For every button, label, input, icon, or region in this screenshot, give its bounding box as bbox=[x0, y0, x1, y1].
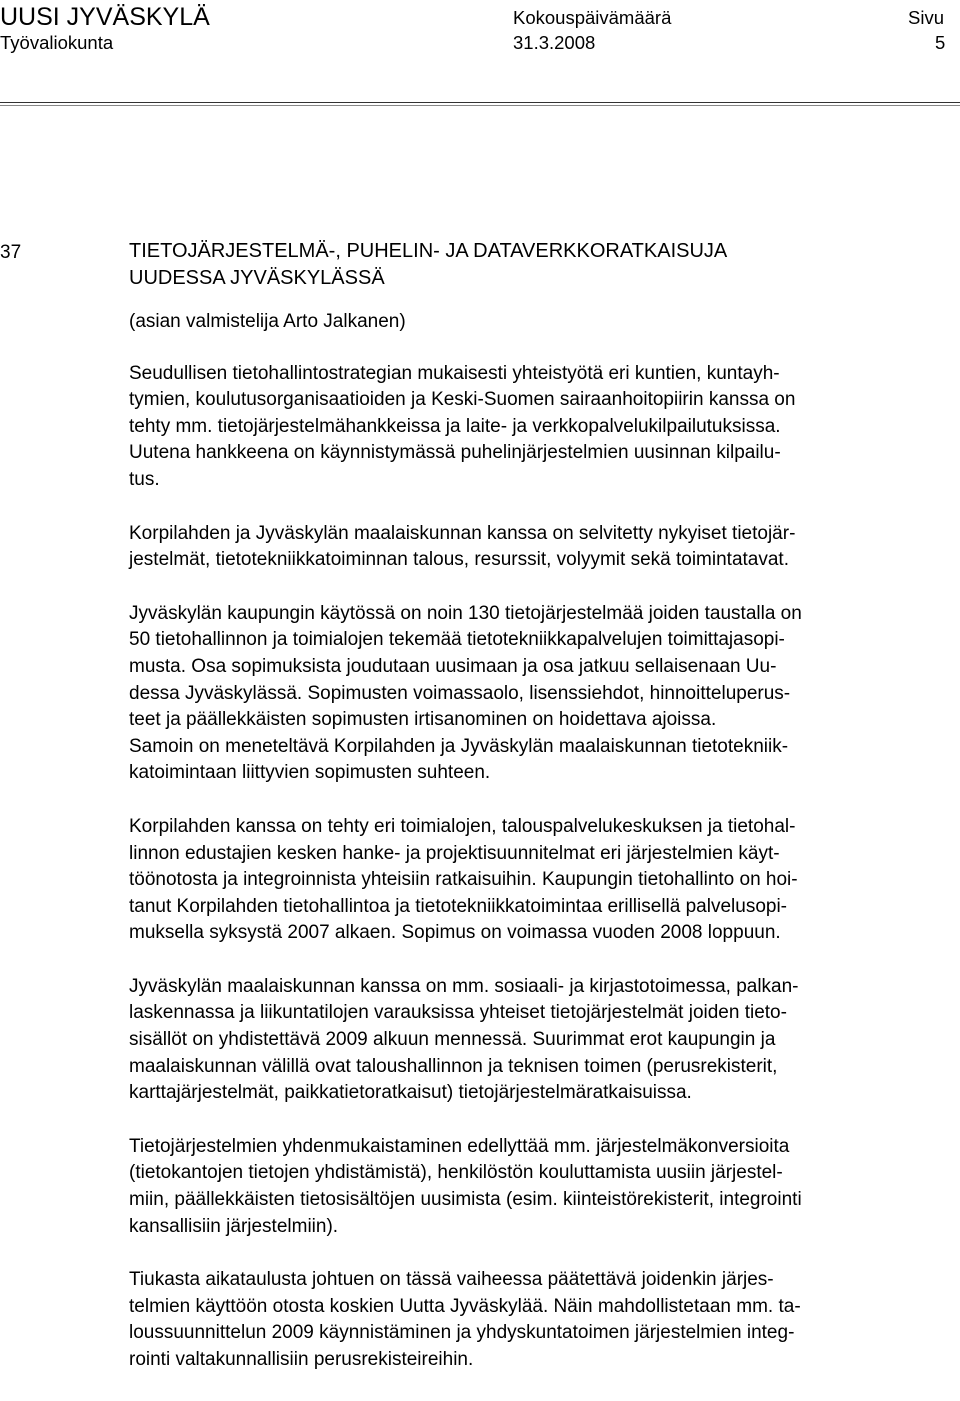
body-paragraph bbox=[129, 601, 944, 787]
body-paragraph bbox=[129, 1134, 944, 1240]
item-title bbox=[129, 238, 944, 292]
meeting-date: 31.3.2008 bbox=[513, 32, 596, 53]
paragraph-line: Jyväskylän kaupungin käytössä on noin 130 tietojärjestelmää joiden taustalla on bbox=[129, 602, 802, 624]
body-paragraph bbox=[129, 521, 944, 574]
paragraph-line: töönotosta ja integroinnista yhteisiin ratkaisuihin. Kaupungin tietohallinto on hoi- bbox=[129, 869, 798, 891]
header-divider bbox=[0, 102, 960, 103]
paragraph-line: telmien käyttöön otosta koskien Uutta Jyväskylää. Näin mahdollistetaan mm. ta- bbox=[129, 1295, 801, 1317]
body-paragraph bbox=[129, 1267, 944, 1373]
paragraph-line: karttajärjestelmät, paikkatietoratkaisut) tietojärjestelmäratkaisuissa. bbox=[129, 1082, 692, 1104]
paragraph-line: Korpilahden kanssa on tehty eri toimialojen, talouspalvelukeskuksen ja tietohal- bbox=[129, 815, 796, 837]
page-label: Sivu bbox=[908, 7, 944, 28]
paragraph-line: Jyväskylän maalaiskunnan kanssa on mm. sosiaali- ja kirjastotoimessa, palkan- bbox=[129, 975, 799, 997]
paragraph-line: miin, päällekkäisten tietosisältöjen uusimista (esim. kiinteistörekisterit, integrointi bbox=[129, 1189, 802, 1211]
body-paragraphs bbox=[129, 361, 944, 1374]
item-title-line: TIETOJÄRJESTELMÄ-, PUHELIN- JA DATAVERKKORATKAISUJA bbox=[129, 240, 728, 262]
unit-name: Työvaliokunta bbox=[0, 32, 114, 53]
paragraph-line: Korpilahden ja Jyväskylän maalaiskunnan kanssa on selvitetty nykyiset tietojär- bbox=[129, 522, 796, 544]
item-preparer: (asian valmistelija Arto Jalkanen) bbox=[129, 311, 406, 332]
meeting-date-label: Kokouspäivämäärä bbox=[513, 7, 672, 28]
item-number: 37 bbox=[0, 242, 22, 263]
paragraph-line: teet ja päällekkäisten sopimusten irtisanominen on hoidettava ajoissa. bbox=[129, 709, 717, 731]
paragraph-line: tehty mm. tietojärjestelmähankkeissa ja laite- ja verkkopalvelukilpailutuksissa. bbox=[129, 415, 781, 437]
body-paragraph bbox=[129, 361, 944, 494]
paragraph-line: muksella syksystä 2007 alkaen. Sopimus on voimassa vuoden 2008 loppuun. bbox=[129, 922, 781, 944]
paragraph-line: tymien, koulutusorganisaatioiden ja Keski-Suomen sairaanhoitopiirin kanssa on bbox=[129, 389, 796, 411]
page-number: 5 bbox=[935, 32, 946, 53]
paragraph-line: Seudullisen tietohallintostrategian mukaisesti yhteistyötä eri kuntien, kuntayh- bbox=[129, 362, 780, 384]
paragraph-line: katoimintaan liittyvien sopimusten suhteen. bbox=[129, 762, 491, 784]
paragraph-line: sisällöt on yhdistettävä 2009 alkuun mennessä. Suurimmat erot kaupungin ja bbox=[129, 1029, 776, 1051]
paragraph-line: rointi valtakunnallisiin perusrekisteireihin. bbox=[129, 1349, 474, 1370]
paragraph-line: tanut Korpilahden tietohallintoa ja tietotekniikkatoimintaa erillisellä palvelusopi- bbox=[129, 895, 787, 917]
paragraph-line: kansallisiin järjestelmiin). bbox=[129, 1215, 339, 1237]
body-paragraph bbox=[129, 974, 944, 1107]
paragraph-line: loussuunnittelun 2009 käynnistäminen ja yhdyskuntatoimen järjestelmien integ- bbox=[129, 1322, 795, 1344]
body-paragraph bbox=[129, 814, 944, 947]
header-divider-secondary bbox=[0, 105, 960, 106]
organization-name: UUSI JYVÄSKYLÄ bbox=[0, 3, 210, 31]
paragraph-line: 50 tietohallinnon ja toimialojen tekemää tietotekniikkapalvelujen toimittajasopi- bbox=[129, 629, 785, 651]
paragraph-line: Tiukasta aikataulusta johtuen on tässä vaiheessa päätettävä joidenkin järjes- bbox=[129, 1269, 774, 1291]
paragraph-line: laskennassa ja liikuntatilojen varauksissa yhteiset tietojärjestelmät joiden tieto- bbox=[129, 1002, 787, 1024]
paragraph-line: Samoin on meneteltävä Korpilahden ja Jyväskylän maalaiskunnan tietotekniik- bbox=[129, 735, 789, 757]
paragraph-line: musta. Osa sopimuksista joudutaan uusimaan ja osa jatkuu sellaisenaan Uu- bbox=[129, 655, 777, 677]
paragraph-line: linnon edustajien kesken hanke- ja projektisuunnitelmat eri järjestelmien käyt- bbox=[129, 842, 780, 864]
paragraph-line: tus. bbox=[129, 468, 160, 490]
paragraph-line: Uutena hankkeena on käynnistymässä puhelinjärjestelmien uusinnan kilpailu- bbox=[129, 442, 781, 464]
paragraph-line: jestelmät, tietotekniikkatoiminnan talous, resurssit, volyymit sekä toimintatavat. bbox=[129, 549, 789, 571]
paragraph-line: maalaiskunnan välillä ovat taloushallinnon ja teknisen toimen (perusrekisterit, bbox=[129, 1055, 778, 1077]
paragraph-line: Tietojärjestelmien yhdenmukaistaminen edellyttää mm. järjestelmäkonversioita bbox=[129, 1135, 790, 1157]
paragraph-line: (tietokantojen tietojen yhdistämistä), henkilöstön kouluttamista uusiin järjestel- bbox=[129, 1162, 783, 1184]
paragraph-line: dessa Jyväskylässä. Sopimusten voimassaolo, lisenssiehdot, hinnoitteluperus- bbox=[129, 682, 791, 704]
item-content bbox=[129, 238, 944, 1401]
item-title-line: UUDESSA JYVÄSKYLÄSSÄ bbox=[129, 267, 385, 289]
